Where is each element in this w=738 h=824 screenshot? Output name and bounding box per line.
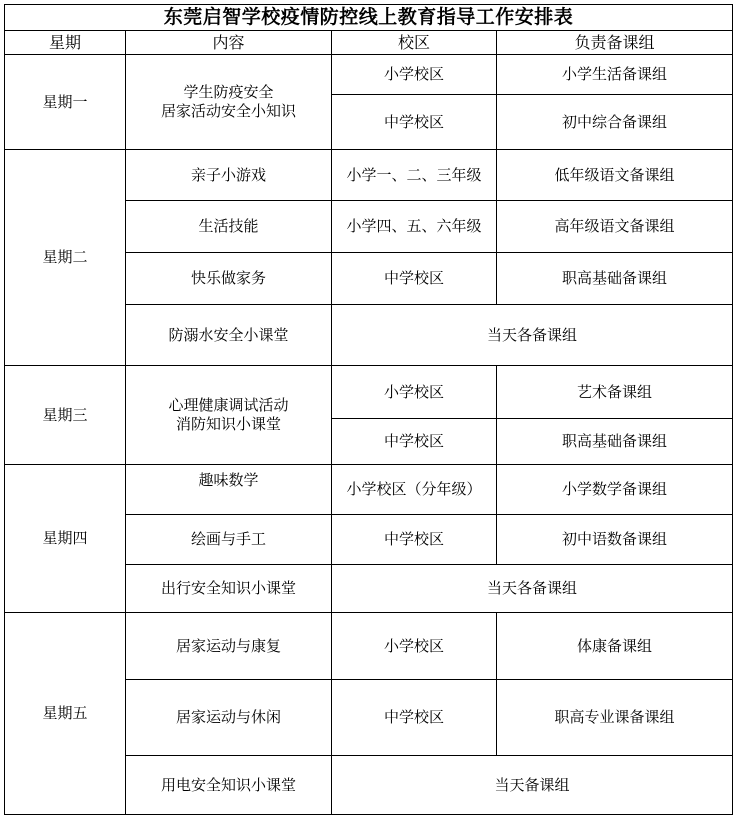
table-row <box>5 613 733 680</box>
table-row <box>5 465 733 515</box>
group-cell: 初中语数备课组 <box>497 515 733 565</box>
table-row <box>5 150 733 201</box>
merged-group-cell: 当天各备课组 <box>332 305 733 366</box>
group-cell: 低年级语文备课组 <box>497 150 733 201</box>
day-cell-tuesday: 星期二 <box>5 150 126 366</box>
group-cell: 体康备课组 <box>497 613 733 680</box>
campus-cell: 中学校区 <box>332 95 497 150</box>
content-cell: 防溺水安全小课堂 <box>126 305 332 366</box>
campus-cell: 小学校区 <box>332 613 497 680</box>
campus-cell: 小学校区 <box>332 366 497 419</box>
campus-cell: 小学四、五、六年级 <box>332 201 497 253</box>
campus-cell: 中学校区 <box>332 515 497 565</box>
content-cell: 生活技能 <box>126 201 332 253</box>
content-cell <box>126 366 332 465</box>
table-title: 东莞启智学校疫情防控线上教育指导工作安排表 <box>5 5 733 31</box>
campus-cell: 中学校区 <box>332 253 497 305</box>
content-cell: 趣味数学 <box>126 465 332 515</box>
day-cell-thursday: 星期四 <box>5 465 126 613</box>
group-cell: 初中综合备课组 <box>497 95 733 150</box>
day-cell-friday: 星期五 <box>5 613 126 815</box>
content-cell: 绘画与手工 <box>126 515 332 565</box>
content-cell: 出行安全知识小课堂 <box>126 565 332 613</box>
merged-group-cell: 当天备课组 <box>332 756 733 815</box>
header-content: 内容 <box>126 31 332 55</box>
content-cell: 快乐做家务 <box>126 253 332 305</box>
group-cell: 艺术备课组 <box>497 366 733 419</box>
title-row <box>5 5 733 31</box>
campus-cell: 小学一、二、三年级 <box>332 150 497 201</box>
header-row <box>5 31 733 55</box>
content-cell <box>126 55 332 150</box>
campus-cell: 中学校区 <box>332 419 497 465</box>
day-cell-wednesday: 星期三 <box>5 366 126 465</box>
content-line: 消防知识小课堂 <box>175 415 281 433</box>
merged-group-cell: 当天各备课组 <box>332 565 733 613</box>
content-line: 心理健康调试活动 <box>168 396 289 414</box>
campus-cell: 小学校区（分年级） <box>332 465 497 515</box>
content-cell: 居家运动与休闲 <box>126 680 332 756</box>
schedule-table <box>4 4 733 815</box>
group-cell: 职高基础备课组 <box>497 253 733 305</box>
group-cell: 小学生活备课组 <box>497 55 733 95</box>
group-cell: 高年级语文备课组 <box>497 201 733 253</box>
content-line: 学生防疫安全 <box>183 83 274 101</box>
header-campus: 校区 <box>332 31 497 55</box>
group-cell: 职高基础备课组 <box>497 419 733 465</box>
header-group: 负责备课组 <box>497 31 733 55</box>
content-cell: 亲子小游戏 <box>126 150 332 201</box>
content-line: 居家活动安全小知识 <box>160 102 296 120</box>
group-cell: 职高专业课备课组 <box>497 680 733 756</box>
table-row <box>5 55 733 95</box>
campus-cell: 小学校区 <box>332 55 497 95</box>
header-day: 星期 <box>5 31 126 55</box>
content-cell: 居家运动与康复 <box>126 613 332 680</box>
campus-cell: 中学校区 <box>332 680 497 756</box>
content-cell: 用电安全知识小课堂 <box>126 756 332 815</box>
schedule-sheet <box>4 4 733 815</box>
group-cell: 小学数学备课组 <box>497 465 733 515</box>
table-row <box>5 366 733 419</box>
day-cell-monday: 星期一 <box>5 55 126 150</box>
